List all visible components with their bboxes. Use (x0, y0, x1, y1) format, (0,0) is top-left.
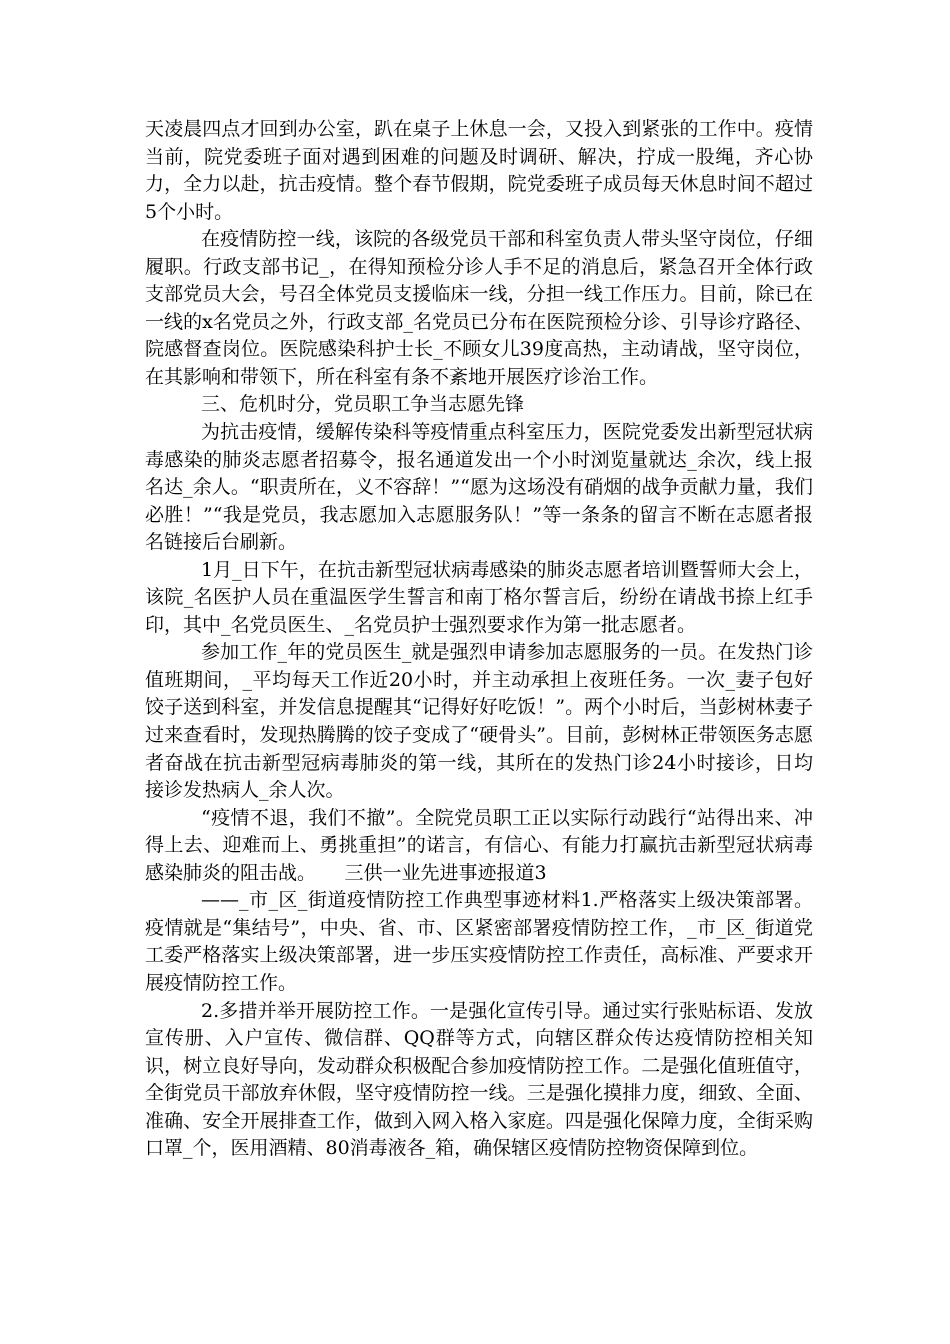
document-body (145, 116, 813, 1163)
paragraph-5: 参加工作_年的党员医生_就是强烈申请参加志愿服务的一员。在发热门诊值班期间，_平均每天工作近20小时，并主动承担上夜班任务。一次_妻子包好饺子送到科室，并发信息提醒其“记得好好吃饭！”。两个小时后，当彭树林妻子过来查看时，发现热腾腾的饺子变成了“硬骨头”。目前，彭树林正带领医务志愿者奋战在抗击新型冠病毒肺炎的第一线，其所在的发热门诊24小时接诊，日均接诊发热病人_余人次。 (145, 641, 813, 802)
paragraph-6: “疫情不退，我们不撤”。全院党员职工正以实际行动践行“站得出来、冲得上去、迎难而上、勇挑重担”的诺言，有信心、有能力打赢抗击新型冠状病毒感染肺炎的阻击战。 三供一业先进事迹报道3 (145, 806, 813, 884)
paragraph-3: 为抗击疫情，缓解传染科等疫情重点科室压力，医院党委发出新型冠状病毒感染的肺炎志愿者招募令，报名通道发出一个小时浏览量就达_余次，线上报名达_余人。“职责所在，义不容辞！”“愿为这场没有硝烟的战争贡献力量，我们必胜！”“我是党员，我志愿加入志愿服务队！”等一条条的留言不断在志愿者报名链接后台刷新。 (145, 421, 813, 554)
paragraph-8: 2.多措并举开展防控工作。一是强化宣传引导。通过实行张贴标语、发放宣传册、入户宣传、微信群、QQ群等方式，向辖区群众传达疫情防控相关知识，树立良好导向，发动群众积极配合参加疫情防控工作。二是强化值班值守，全街党员干部放弃休假，坚守疫情防控一线。三是强化摸排力度，细致、全面、准确、安全开展排查工作，做到入网入格入家庭。四是强化保障力度，全街采购口罩_个，医用酒精、80消毒液各_箱，确保辖区疫情防控物资保障到位。 (145, 999, 813, 1160)
section-heading: 三、危机时分，党员职工争当志愿先锋 (201, 393, 525, 416)
paragraph-1: 天凌晨四点才回到办公室，趴在桌子上休息一会，又投入到紧张的工作中。疫情当前，院党委班子面对遇到困难的问题及时调研、解决，拧成一股绳，齐心协力，全力以赴，抗击疫情。整个春节假期，院党委班子成员每天休息时间不超过5个小时。 (145, 118, 813, 223)
paragraph-4: 1月_日下午，在抗击新型冠状病毒感染的肺炎志愿者培训暨誓师大会上，该院_名医护人员在重温医学生誓言和南丁格尔誓言后，纷纷在请战书捺上红手印，其中_名党员医生、_名党员护士强烈要求作为第一批志愿者。 (145, 558, 813, 636)
paragraph-7: ——_市_区_街道疫情防控工作典型事迹材料1.严格落实上级决策部署。疫情就是“集结号”，中央、省、市、区紧密部署疫情防控工作，_市_区_街道党工委严格落实上级决策部署，进一步压实疫情防控工作责任，高标准、严要求开展疫情防控工作。 (145, 889, 813, 994)
paragraph-2: 在疫情防控一线，该院的各级党员干部和科室负责人带头坚守岗位，仔细履职。行政支部书记_，在得知预检分诊人手不足的消息后，紧急召开全体行政支部党员大会，号召全体党员支援临床一线，分担一线工作压力。目前，除已在一线的x名党员之外，行政支部_名党员已分布在医院预检分诊、引导诊疗路径、院感督查岗位。医院感染科护士长_不顾女儿39度高热，主动请战，坚守岗位，在其影响和带领下，所在科室有条不紊地开展医疗诊治工作。 (145, 228, 813, 388)
